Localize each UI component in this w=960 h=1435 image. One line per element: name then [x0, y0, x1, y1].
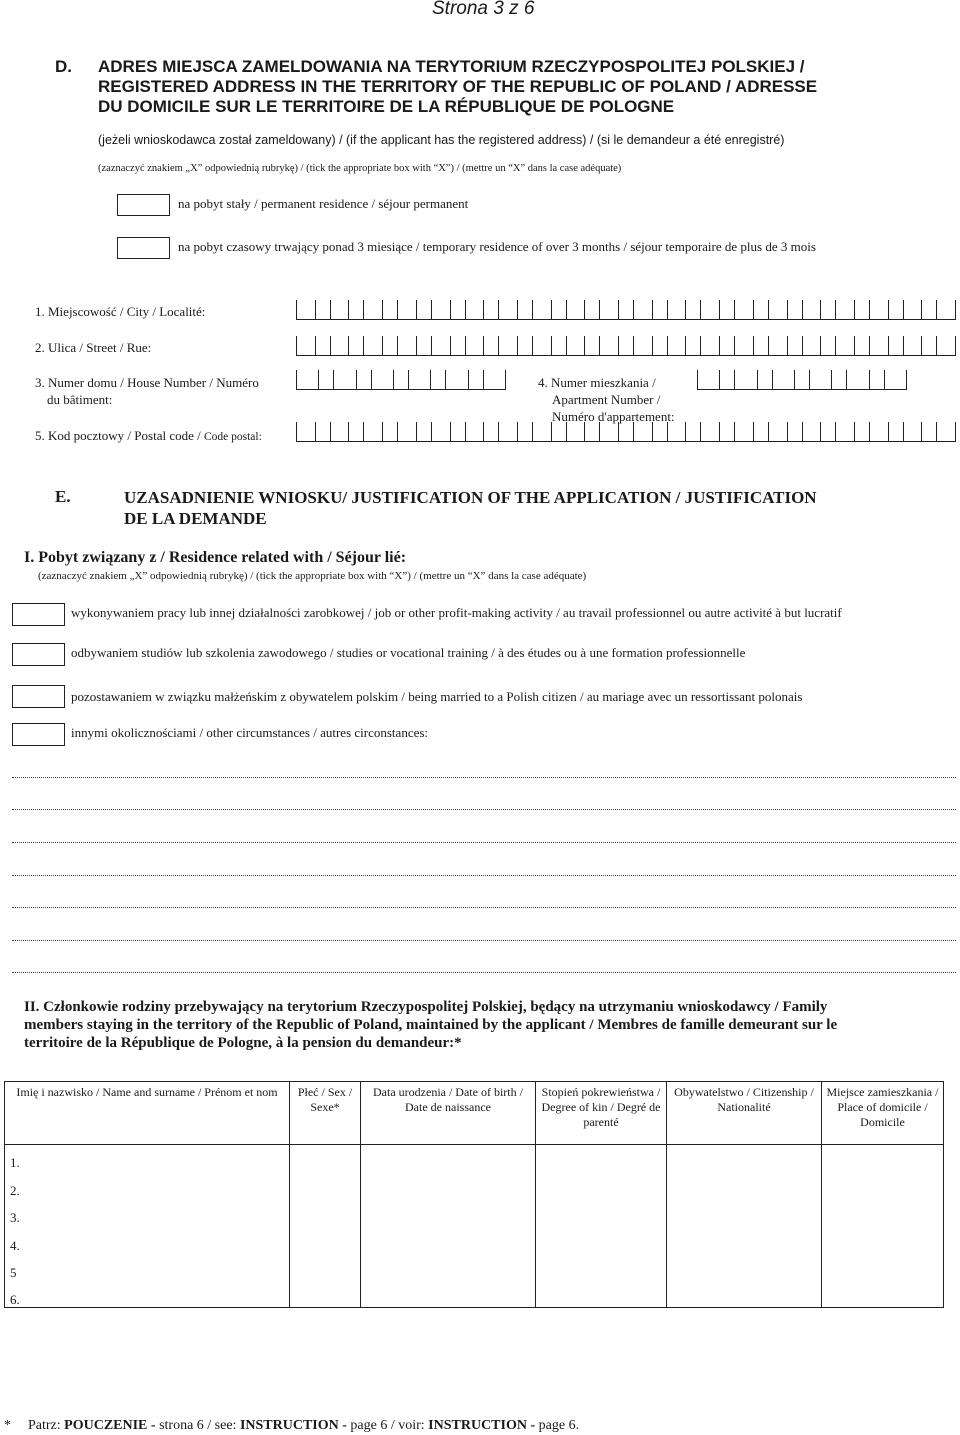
apartment-number-label-line3: Numéro d'appartement:: [552, 409, 675, 424]
header-citizenship: Obywatelstwo / Citizenship / Nationalité: [667, 1082, 822, 1145]
header-date-of-birth: Data urodzenia / Date of birth / Date de naissance: [361, 1082, 536, 1145]
subsection-2-title-line3: territoire de la République de Pologne, à la pension du demandeur:*: [24, 1035, 462, 1051]
house-number-label-line1: 3. Numer domu / House Number / Numéro: [35, 375, 259, 390]
temporary-residence-checkbox[interactable]: [117, 237, 170, 259]
family-members-table: [4, 1081, 944, 1308]
row-number-6: 6.: [10, 1292, 20, 1307]
row-number-3: 3.: [10, 1210, 20, 1225]
section-d-title-line2: REGISTERED ADDRESS IN THE TERRITORY OF THE REPUBLIC OF POLAND / ADRESSE: [98, 77, 818, 96]
other-circumstances-line-1[interactable]: [12, 777, 956, 778]
degree-of-kin-column-cell[interactable]: [536, 1145, 667, 1308]
sex-column-cell[interactable]: [290, 1145, 361, 1308]
row-number-5: 5: [10, 1265, 17, 1280]
footnote: [28, 1418, 579, 1434]
section-d-title-line3: DU DOMICILE SUR LE TERRITOIRE DE LA RÉPUBLIQUE DE POLOGNE: [98, 97, 675, 116]
reason-studies-label: odbywaniem studiów lub szkolenia zawodowego / studies or vocational training / à des études ou à une formation professionnelle: [71, 645, 746, 660]
subsection-2-title-line1: II. Członkowie rodziny przebywający na terytorium Rzeczypospolitej Polskiej, będący na utrzymaniu wnioskodawcy / Family: [24, 999, 828, 1015]
family-table-body-row[interactable]: [5, 1145, 944, 1308]
postal-code-label: [35, 428, 262, 444]
subsection-2-title-line2: members staying in the territory of the Republic of Poland, maintained by the applicant / Membres de famille demeurant sur le: [24, 1017, 838, 1033]
apartment-number-label: [538, 374, 675, 425]
reason-other-label: innymi okolicznościami / other circumstances / autres circonstances:: [71, 725, 429, 740]
footnote-bold-3: INSTRUCTION -: [428, 1418, 539, 1433]
apartment-number-comb-input[interactable]: [697, 370, 907, 390]
section-d-title: [98, 57, 817, 117]
subsection-1-title: I. Pobyt związany z / Residence related with / Séjour lié:: [24, 549, 407, 566]
header-name: Imię i nazwisko / Name and surname / Prénom et nom: [5, 1082, 290, 1145]
family-table-header-row: [5, 1082, 944, 1145]
other-circumstances-line-3[interactable]: [12, 842, 956, 843]
section-d-condition: (jeżeli wnioskodawca został zameldowany) / (if the applicant has the registered address) / (si le demandeur a été enregistré): [98, 133, 785, 147]
section-e-title: [124, 487, 817, 529]
subsection-2-title: [24, 998, 837, 1052]
other-circumstances-line-4[interactable]: [12, 875, 956, 876]
reason-marriage-label: pozostawaniem w związku małżeńskim z obywatelem polskim / being married to a Polish citizen / au mariage avec un ressortissant polonais: [71, 689, 803, 704]
header-degree-of-kin: Stopień pokrewieństwa / Degree of kin / Degré de parenté: [536, 1082, 667, 1145]
domicile-column-cell[interactable]: [822, 1145, 944, 1308]
row-number-2: 2.: [10, 1183, 20, 1198]
date-of-birth-column-cell[interactable]: [361, 1145, 536, 1308]
footnote-star: *: [4, 1418, 11, 1433]
header-sex: Płeć / Sex / Sexe*: [290, 1082, 361, 1145]
street-comb-input[interactable]: [296, 336, 956, 356]
footnote-bold-2: INSTRUCTION -: [239, 1418, 351, 1433]
citizenship-column-cell[interactable]: [667, 1145, 822, 1308]
subsection-1-instruction: (zaznaczyć znakiem „X” odpowiednią rubrykę) / (tick the appropriate box with “X”) / (mettre un “X” dans la case adéquate): [38, 570, 587, 582]
permanent-residence-label: na pobyt stały / permanent residence / séjour permanent: [178, 196, 469, 211]
permanent-residence-checkbox[interactable]: [117, 194, 170, 216]
city-field-label: 1. Miejscowość / City / Localité:: [35, 304, 206, 319]
reason-marriage-checkbox[interactable]: [12, 685, 65, 708]
temporary-residence-label: na pobyt czasowy trwający ponad 3 miesiące / temporary residence of over 3 months / séjour temporaire de plus de 3 mois: [178, 239, 816, 254]
section-e-letter: E.: [55, 487, 71, 506]
postal-code-label-small: Code postal:: [203, 431, 262, 443]
other-circumstances-line-2[interactable]: [12, 809, 956, 810]
footnote-prefix: Patrz:: [28, 1418, 65, 1433]
house-number-label-line2: du bâtiment:: [47, 392, 113, 407]
other-circumstances-line-7[interactable]: [12, 972, 956, 973]
footnote-text-3: page 6.: [538, 1418, 580, 1433]
street-field-label: 2. Ulica / Street / Rue:: [35, 340, 152, 355]
postal-code-comb-input[interactable]: [296, 422, 956, 442]
footnote-text-1: strona 6 / see:: [159, 1418, 240, 1433]
row-number-4: 4.: [10, 1238, 20, 1253]
reason-studies-checkbox[interactable]: [12, 643, 65, 666]
footnote-text-2: page 6 / voir:: [350, 1418, 429, 1433]
house-number-label: [35, 374, 259, 408]
header-domicile: Miejsce zamieszkania / Place of domicile / Domicile: [822, 1082, 944, 1145]
name-column-cell[interactable]: [5, 1145, 290, 1308]
reason-work-checkbox[interactable]: [12, 603, 65, 626]
other-circumstances-line-6[interactable]: [12, 940, 956, 941]
section-e-title-line2: DE LA DEMANDE: [124, 509, 267, 528]
footnote-bold-1: POUCZENIE -: [64, 1418, 160, 1433]
postal-code-label-main: 5. Kod pocztowy / Postal code /: [35, 428, 204, 443]
reason-other-checkbox[interactable]: [12, 723, 65, 746]
apartment-number-label-line1: 4. Numer mieszkania /: [538, 375, 656, 390]
section-d-title-line1: ADRES MIEJSCA ZAMELDOWANIA NA TERYTORIUM RZECZYPOSPOLITEJ POLSKIEJ /: [98, 57, 805, 76]
apartment-number-label-line2: Apartment Number /: [552, 392, 661, 407]
other-circumstances-line-5[interactable]: [12, 907, 956, 908]
house-number-comb-input[interactable]: [296, 370, 506, 390]
city-comb-input[interactable]: [296, 300, 956, 320]
page-number-label: Strona 3 z 6: [432, 0, 535, 19]
reason-work-label: wykonywaniem pracy lub innej działalności zarobkowej / job or other profit-making activity / au travail professionnel ou autre activité à but lucratif: [71, 605, 842, 620]
row-number-1: 1.: [10, 1155, 20, 1170]
section-e-title-line1: UZASADNIENIE WNIOSKU/ JUSTIFICATION OF THE APPLICATION / JUSTIFICATION: [124, 488, 817, 507]
section-d-instruction: (zaznaczyć znakiem „X” odpowiednią rubrykę) / (tick the appropriate box with “X”) / (mettre un “X” dans la case adéquate): [98, 163, 622, 174]
section-d-letter: D.: [55, 57, 72, 76]
